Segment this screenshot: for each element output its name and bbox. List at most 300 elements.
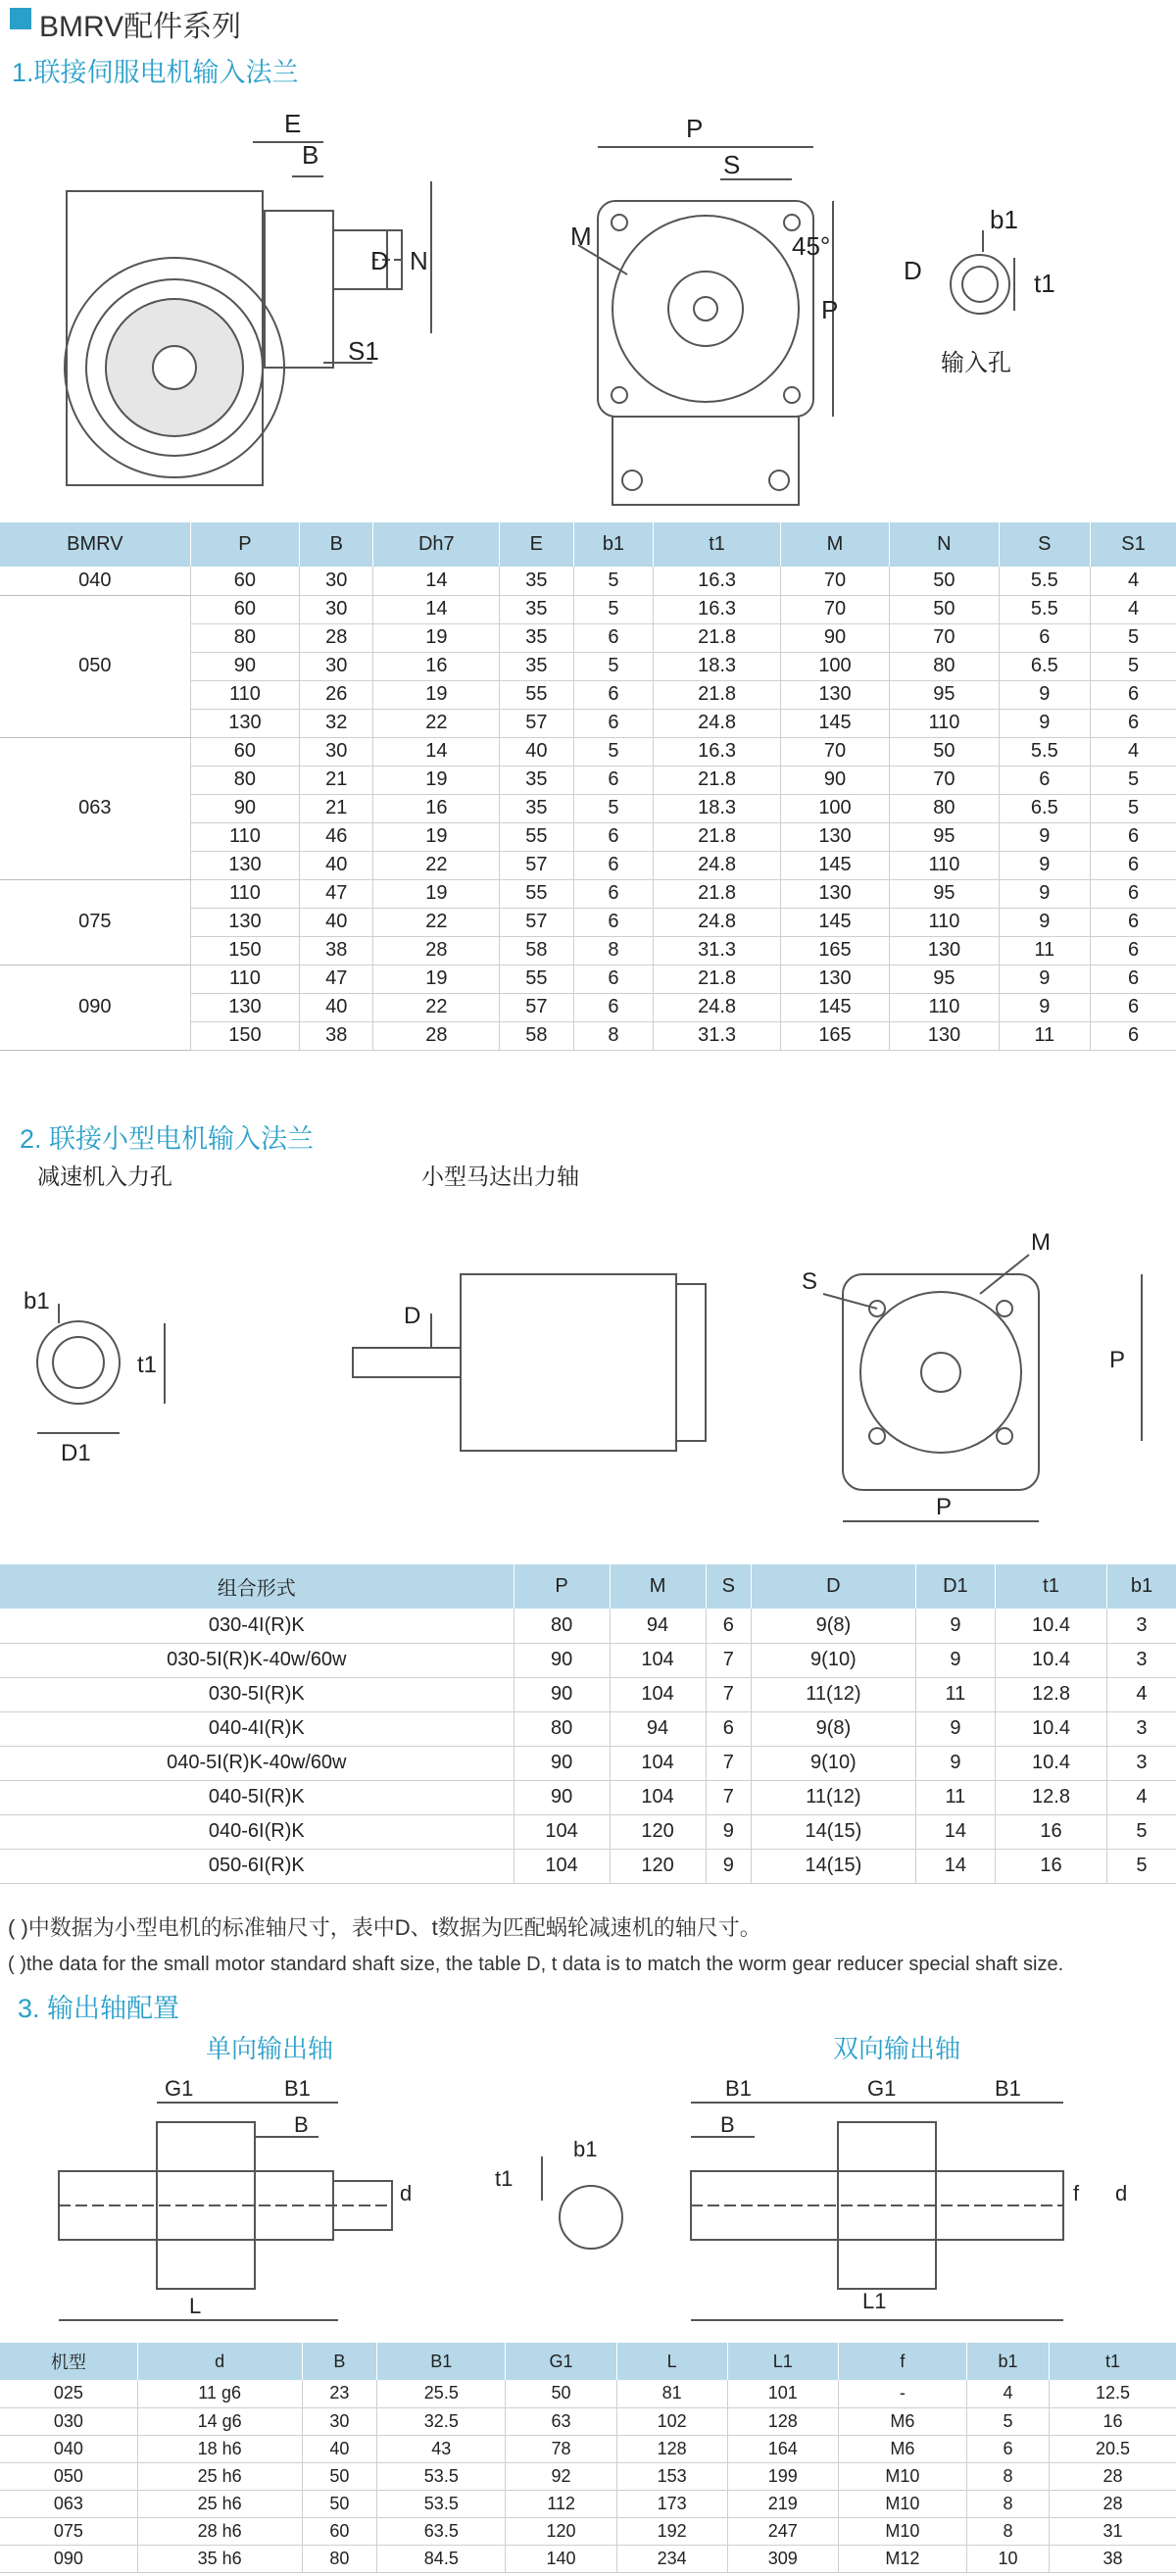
table1-cell: 145 [780,709,889,737]
table1-cell: 5.5 [999,737,1090,766]
table1-cell: 95 [890,680,999,709]
table1-cell: 130 [890,936,999,965]
table3-cell: 31 [1049,2517,1176,2545]
table1-cell: 57 [500,709,573,737]
table1-cell: 6 [573,680,654,709]
input-hole-label: 输入孔 [941,350,1011,376]
table2-cell: 4 [1106,1677,1176,1711]
table3-cell: 81 [616,2380,727,2407]
table2-cell: 11 [915,1780,995,1814]
table1-cell: 14 [373,737,500,766]
dim-L1: L1 [862,2289,887,2313]
table1-cell: 100 [780,652,889,680]
table1-header-cell: t1 [654,522,780,567]
section2-spec-table [0,1564,1176,1884]
table1-cell: 6 [1091,936,1176,965]
table1-cell: 35 [500,652,573,680]
table1-cell: 110 [890,851,999,879]
table3-cell: M6 [838,2407,966,2435]
table1-cell: 150 [190,1021,299,1050]
table1-cell: 6.5 [999,794,1090,822]
table1-model-cell: 050 [0,595,190,737]
table1-cell: 90 [780,766,889,794]
table3-cell: 10 [967,2545,1050,2572]
table3-cell: 040 [0,2435,137,2462]
table1-cell: 110 [890,709,999,737]
table1-cell: 110 [190,822,299,851]
table2-row [0,1609,1176,1643]
table1-cell: 58 [500,936,573,965]
page-title: BMRV配件系列 [39,11,242,43]
table3-header-cell: L1 [727,2343,838,2380]
table2-cell: 9 [915,1643,995,1677]
table1-cell: 60 [190,567,299,595]
table2-cell: 104 [610,1677,706,1711]
dim-B1-single: B1 [284,2076,311,2101]
table2-header-cell: P [514,1564,610,1609]
table2-row [0,1643,1176,1677]
table1-cell: 9 [999,851,1090,879]
table2-cell: 030-4I(R)K [0,1609,514,1643]
table1-cell: 4 [1091,567,1176,595]
table3-cell: 309 [727,2545,838,2572]
small-motor-shaft [353,1348,461,1377]
table3-cell: 28 h6 [137,2517,302,2545]
table1-cell: 31.3 [654,1021,780,1050]
table2-cell: 104 [514,1814,610,1849]
table3-cell: 50 [302,2462,377,2490]
table1-cell: 22 [373,851,500,879]
table1-cell: 19 [373,766,500,794]
table2-cell: 030-5I(R)K-40w/60w [0,1643,514,1677]
table1-cell: 24.8 [654,908,780,936]
table2-cell: 80 [514,1609,610,1643]
table3-cell: 60 [302,2517,377,2545]
table1-cell: 80 [190,766,299,794]
table2-cell: 90 [514,1746,610,1780]
table3-cell: 11 g6 [137,2380,302,2407]
table1-cell: 9 [999,993,1090,1021]
table3-cell: 30 [302,2407,377,2435]
table1-header-cell: P [190,522,299,567]
table2-cell: 16 [996,1849,1107,1883]
double-output-shaft-title: 双向输出轴 [833,2034,961,2063]
table3-cell: 140 [506,2545,616,2572]
table3-cell: 28 [1049,2462,1176,2490]
table2-cell: 90 [514,1643,610,1677]
table3-cell: M10 [838,2517,966,2545]
dim-D-hole: D [904,256,922,285]
table3-cell: 63 [506,2407,616,2435]
table1-cell: 40 [300,993,373,1021]
table2-cell: 12.8 [996,1677,1107,1711]
table2-row [0,1746,1176,1780]
table1-cell: 5 [573,794,654,822]
table1-cell: 55 [500,680,573,709]
table2-cell: 3 [1106,1609,1176,1643]
dim-f: f [1073,2181,1080,2205]
table3-cell: 219 [727,2490,838,2517]
section2-drawings [0,1186,1176,1559]
table1-cell: 6 [1091,965,1176,993]
table1-cell: 165 [780,936,889,965]
table1-cell: 6.5 [999,652,1090,680]
table3-cell: 025 [0,2380,137,2407]
table1-cell: 9 [999,908,1090,936]
table1-cell: 40 [300,851,373,879]
dim-b1: b1 [990,205,1018,234]
table2-cell: 120 [610,1814,706,1849]
table1-cell: 100 [780,794,889,822]
table3-row [0,2435,1176,2462]
table1-cell: 5.5 [999,567,1090,595]
table1-cell: 130 [190,709,299,737]
table1-header-cell: N [890,522,999,567]
table2-header-cell: t1 [996,1564,1107,1609]
table3-cell: M12 [838,2545,966,2572]
table2-cell: 94 [610,1711,706,1746]
table1-cell: 6 [999,766,1090,794]
table3-header-cell: B [302,2343,377,2380]
dim-t1: t1 [1034,269,1055,298]
section2-title: 2. 联接小型电机输入法兰 [20,1124,315,1154]
dim-B1-right: B1 [995,2076,1021,2101]
note-chinese: ( )中数据为小型电机的标准轴尺寸，表中D、t数据为匹配蜗轮减速机的轴尺寸。 [8,1915,761,1940]
table3-cell: 6 [967,2435,1050,2462]
table3-row [0,2545,1176,2572]
input-shaft [333,230,402,289]
table1-row [0,879,1176,908]
table1-cell: 19 [373,965,500,993]
table1-cell: 22 [373,908,500,936]
table1-header-cell: S1 [1091,522,1176,567]
table3-cell: 53.5 [377,2462,506,2490]
table3-cell: 50 [302,2490,377,2517]
table3-cell: 8 [967,2462,1050,2490]
table1-cell: 31.3 [654,936,780,965]
table1-cell: 57 [500,851,573,879]
table2-cell: 80 [514,1711,610,1746]
note-english: ( )the data for the small motor standard shaft size, the table D, t data is to match the worm gear reducer special shaft size. [8,1954,1064,1975]
table1-cell: 6 [999,623,1090,652]
dim-M-s2: M [1031,1229,1051,1256]
table1-cell: 47 [300,879,373,908]
table1-cell: 6 [573,993,654,1021]
table1-cell: 6 [573,851,654,879]
dim-P-bottom-s2: P [936,1494,953,1520]
table2-cell: 9(10) [752,1746,916,1780]
table2-cell: 11 [915,1677,995,1711]
table3-cell: 18 h6 [137,2435,302,2462]
table1-cell: 70 [780,567,889,595]
table2-cell: 104 [610,1780,706,1814]
table3-row [0,2407,1176,2435]
table1-cell: 19 [373,680,500,709]
table1-cell: 145 [780,851,889,879]
dim-d-double: d [1115,2181,1128,2205]
table1-cell: 30 [300,567,373,595]
table1-cell: 4 [1091,737,1176,766]
table1-cell: 5 [573,737,654,766]
table1-cell: 110 [890,908,999,936]
table1-cell: 35 [500,766,573,794]
table1-cell: 32 [300,709,373,737]
table1-cell: 21 [300,794,373,822]
table2-cell: 9(8) [752,1711,916,1746]
table2-cell: 040-5I(R)K [0,1780,514,1814]
table2-cell: 9 [915,1746,995,1780]
table1-cell: 21.8 [654,879,780,908]
table3-cell: 128 [727,2407,838,2435]
table1-cell: 145 [780,993,889,1021]
table3-row [0,2490,1176,2517]
table3-cell: 63.5 [377,2517,506,2545]
table1-header-cell: E [500,522,573,567]
dim-B-single: B [294,2112,309,2137]
table3-cell: 25 h6 [137,2490,302,2517]
dim-P-side-s2: P [1109,1347,1126,1373]
table1-cell: 19 [373,879,500,908]
table1-cell: 6 [1091,1021,1176,1050]
table1-cell: 5 [573,652,654,680]
table2-cell: 9 [706,1814,752,1849]
table3-cell: M10 [838,2462,966,2490]
table3-cell: 120 [506,2517,616,2545]
table2-cell: 14 [915,1849,995,1883]
table1-cell: 70 [890,766,999,794]
table1-cell: 70 [780,737,889,766]
table1-cell: 130 [780,879,889,908]
table1-cell: 21.8 [654,623,780,652]
table2-cell: 9 [915,1711,995,1746]
table2-cell: 94 [610,1609,706,1643]
table3-header-cell: G1 [506,2343,616,2380]
table1-cell: 30 [300,595,373,623]
table1-cell: 18.3 [654,652,780,680]
table2-cell: 120 [610,1849,706,1883]
table3-row [0,2462,1176,2490]
table1-cell: 6 [1091,879,1176,908]
table1-cell: 6 [1091,851,1176,879]
table1-cell: 6 [573,766,654,794]
table1-cell: 165 [780,1021,889,1050]
table1-cell: 150 [190,936,299,965]
table3-cell: 53.5 [377,2490,506,2517]
table2-cell: 9(8) [752,1609,916,1643]
table1-cell: 9 [999,709,1090,737]
table1-cell: 6 [573,822,654,851]
table3-cell: 8 [967,2517,1050,2545]
table3-cell: 075 [0,2517,137,2545]
table1-cell: 30 [300,652,373,680]
table1-cell: 55 [500,965,573,993]
table3-header-cell: b1 [967,2343,1050,2380]
table2-cell: 030-5I(R)K [0,1677,514,1711]
table1-model-cell: 075 [0,879,190,965]
table1-cell: 80 [890,794,999,822]
table3-header-cell: L [616,2343,727,2380]
table1-cell: 145 [780,908,889,936]
table1-cell: 22 [373,993,500,1021]
table1-cell: 46 [300,822,373,851]
table1-cell: 5 [573,567,654,595]
small-motor-shaft-label: 小型马达出力轴 [421,1164,579,1189]
dim-D: D [370,246,389,275]
table3-cell: 128 [616,2435,727,2462]
table3-cell: 92 [506,2462,616,2490]
table1-cell: 95 [890,965,999,993]
table2-cell: 3 [1106,1711,1176,1746]
table2-row [0,1780,1176,1814]
table1-cell: 26 [300,680,373,709]
section3-spec-table [0,2343,1176,2573]
table1-cell: 80 [890,652,999,680]
table1-row [0,737,1176,766]
table1-cell: 50 [890,737,999,766]
table1-cell: 35 [500,595,573,623]
table1-cell: 5 [1091,766,1176,794]
table3-cell: 102 [616,2407,727,2435]
table1-cell: 130 [780,680,889,709]
table1-cell: 16 [373,794,500,822]
table1-cell: 57 [500,908,573,936]
table3-cell: 063 [0,2490,137,2517]
table1-cell: 130 [190,851,299,879]
table2-cell: 4 [1106,1780,1176,1814]
table2-cell: 9(10) [752,1643,916,1677]
table3-cell: 234 [616,2545,727,2572]
table1-row [0,567,1176,595]
table1-cell: 80 [190,623,299,652]
table1-cell: 16 [373,652,500,680]
dim-B-double: B [720,2112,735,2137]
table3-header-cell: f [838,2343,966,2380]
table1-row [0,595,1176,623]
dim-S1: S1 [348,336,379,366]
reducer-input-hole [37,1321,120,1404]
table2-cell: 14(15) [752,1814,916,1849]
table1-cell: 24.8 [654,851,780,879]
servo-flange-front [598,201,813,417]
table2-cell: 104 [610,1643,706,1677]
dim-S: S [723,150,741,179]
table3-cell: 5 [967,2407,1050,2435]
table1-cell: 5 [1091,652,1176,680]
table2-cell: 7 [706,1643,752,1677]
table3-header-cell: 机型 [0,2343,137,2380]
table2-cell: 040-5I(R)K-40w/60w [0,1746,514,1780]
table1-cell: 21.8 [654,965,780,993]
dim-E: E [284,109,302,138]
table2-cell: 040-4I(R)K [0,1711,514,1746]
table1-cell: 90 [190,794,299,822]
table2-cell: 3 [1106,1643,1176,1677]
table1-cell: 47 [300,965,373,993]
table2-cell: 7 [706,1677,752,1711]
section3-drawings [0,2063,1176,2343]
table3-cell: - [838,2380,966,2407]
table2-cell: 11(12) [752,1677,916,1711]
table2-cell: 6 [706,1609,752,1643]
table2-header-cell: S [706,1564,752,1609]
table2-row [0,1849,1176,1883]
table2-cell: 050-6I(R)K [0,1849,514,1883]
table1-model-cell: 040 [0,567,190,595]
table1-cell: 6 [1091,709,1176,737]
table1-cell: 130 [890,1021,999,1050]
table3-cell: 8 [967,2490,1050,2517]
table3-cell: 28 [1049,2490,1176,2517]
table2-cell: 16 [996,1814,1107,1849]
table1-cell: 38 [300,936,373,965]
table1-cell: 9 [999,822,1090,851]
dim-t1-section: t1 [495,2166,514,2191]
table2-cell: 9 [915,1609,995,1643]
table1-cell: 30 [300,737,373,766]
table1-cell: 9 [999,680,1090,709]
table1-cell: 130 [780,822,889,851]
output-bore [153,346,196,389]
table1-cell: 6 [573,879,654,908]
table3-header-cell: d [137,2343,302,2380]
dim-d-single: d [400,2181,413,2205]
table1-cell: 5 [573,595,654,623]
table1-cell: 60 [190,595,299,623]
table1-cell: 35 [500,623,573,652]
section1-spec-table [0,522,1176,1051]
table2-cell: 10.4 [996,1711,1107,1746]
header-accent-block [10,8,31,29]
table1-cell: 18.3 [654,794,780,822]
table1-cell: 90 [780,623,889,652]
table3-cell: 090 [0,2545,137,2572]
table1-model-cell: 090 [0,965,190,1050]
table1-cell: 95 [890,879,999,908]
table1-cell: 6 [1091,822,1176,851]
dim-D1: D1 [61,1440,91,1466]
table3-cell: 84.5 [377,2545,506,2572]
table3-cell: 25.5 [377,2380,506,2407]
table1-cell: 130 [780,965,889,993]
table3-row [0,2380,1176,2407]
dim-b1-s2: b1 [24,1288,50,1314]
table2-cell: 10.4 [996,1609,1107,1643]
table2-cell: 9 [706,1849,752,1883]
table2-header-cell: M [610,1564,706,1609]
table1-cell: 130 [190,993,299,1021]
small-motor-body [461,1274,676,1451]
table2-cell: 7 [706,1780,752,1814]
dim-M: M [570,222,592,251]
table1-cell: 6 [1091,908,1176,936]
dim-B: B [302,140,319,170]
table3-header-cell: t1 [1049,2343,1176,2380]
table1-header-cell: S [999,522,1090,567]
table3-header-cell: B1 [377,2343,506,2380]
table1-cell: 50 [890,567,999,595]
table1-cell: 28 [373,1021,500,1050]
table1-cell: 28 [373,936,500,965]
table1-cell: 16.3 [654,737,780,766]
table2-row [0,1711,1176,1746]
table1-cell: 16.3 [654,595,780,623]
table1-cell: 6 [1091,680,1176,709]
table3-cell: 40 [302,2435,377,2462]
shaft-section-circle [560,2186,622,2249]
table2-cell: 10.4 [996,1643,1107,1677]
table2-cell: 12.8 [996,1780,1107,1814]
section3-title: 3. 输出轴配置 [18,1994,180,2023]
